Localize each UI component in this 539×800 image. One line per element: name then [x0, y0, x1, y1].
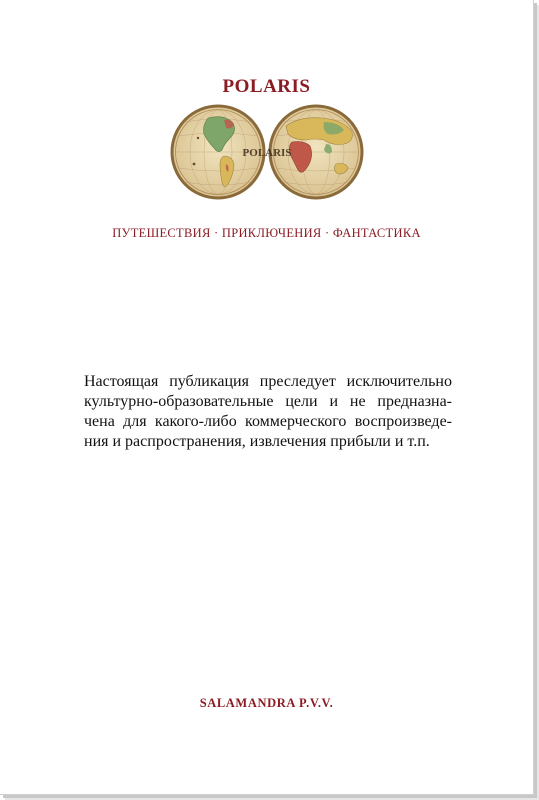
brand-title: POLARIS — [222, 76, 311, 97]
disclaimer-line: Настоящая публикация преследует исключительно — [84, 373, 452, 390]
logo-overlay-text: POLARIS — [242, 147, 292, 159]
disclaimer-paragraph — [84, 372, 452, 452]
disclaimer-line: ния и распространения, извлечения прибыли и т.п. — [84, 433, 430, 450]
disclaimer-line: культурно-образовательные цели и не предназна- — [84, 393, 452, 410]
disclaimer-line: чена для какого-либо коммерческого воспроизведе- — [84, 413, 452, 430]
publisher-name: SALAMANDRA P.V.V. — [199, 696, 334, 710]
twin-hemisphere-globe-icon — [168, 104, 366, 200]
series-tagline: ПУТЕШЕСТВИЯ · ПРИКЛЮЧЕНИЯ · ФАНТАСТИКА — [112, 226, 421, 240]
